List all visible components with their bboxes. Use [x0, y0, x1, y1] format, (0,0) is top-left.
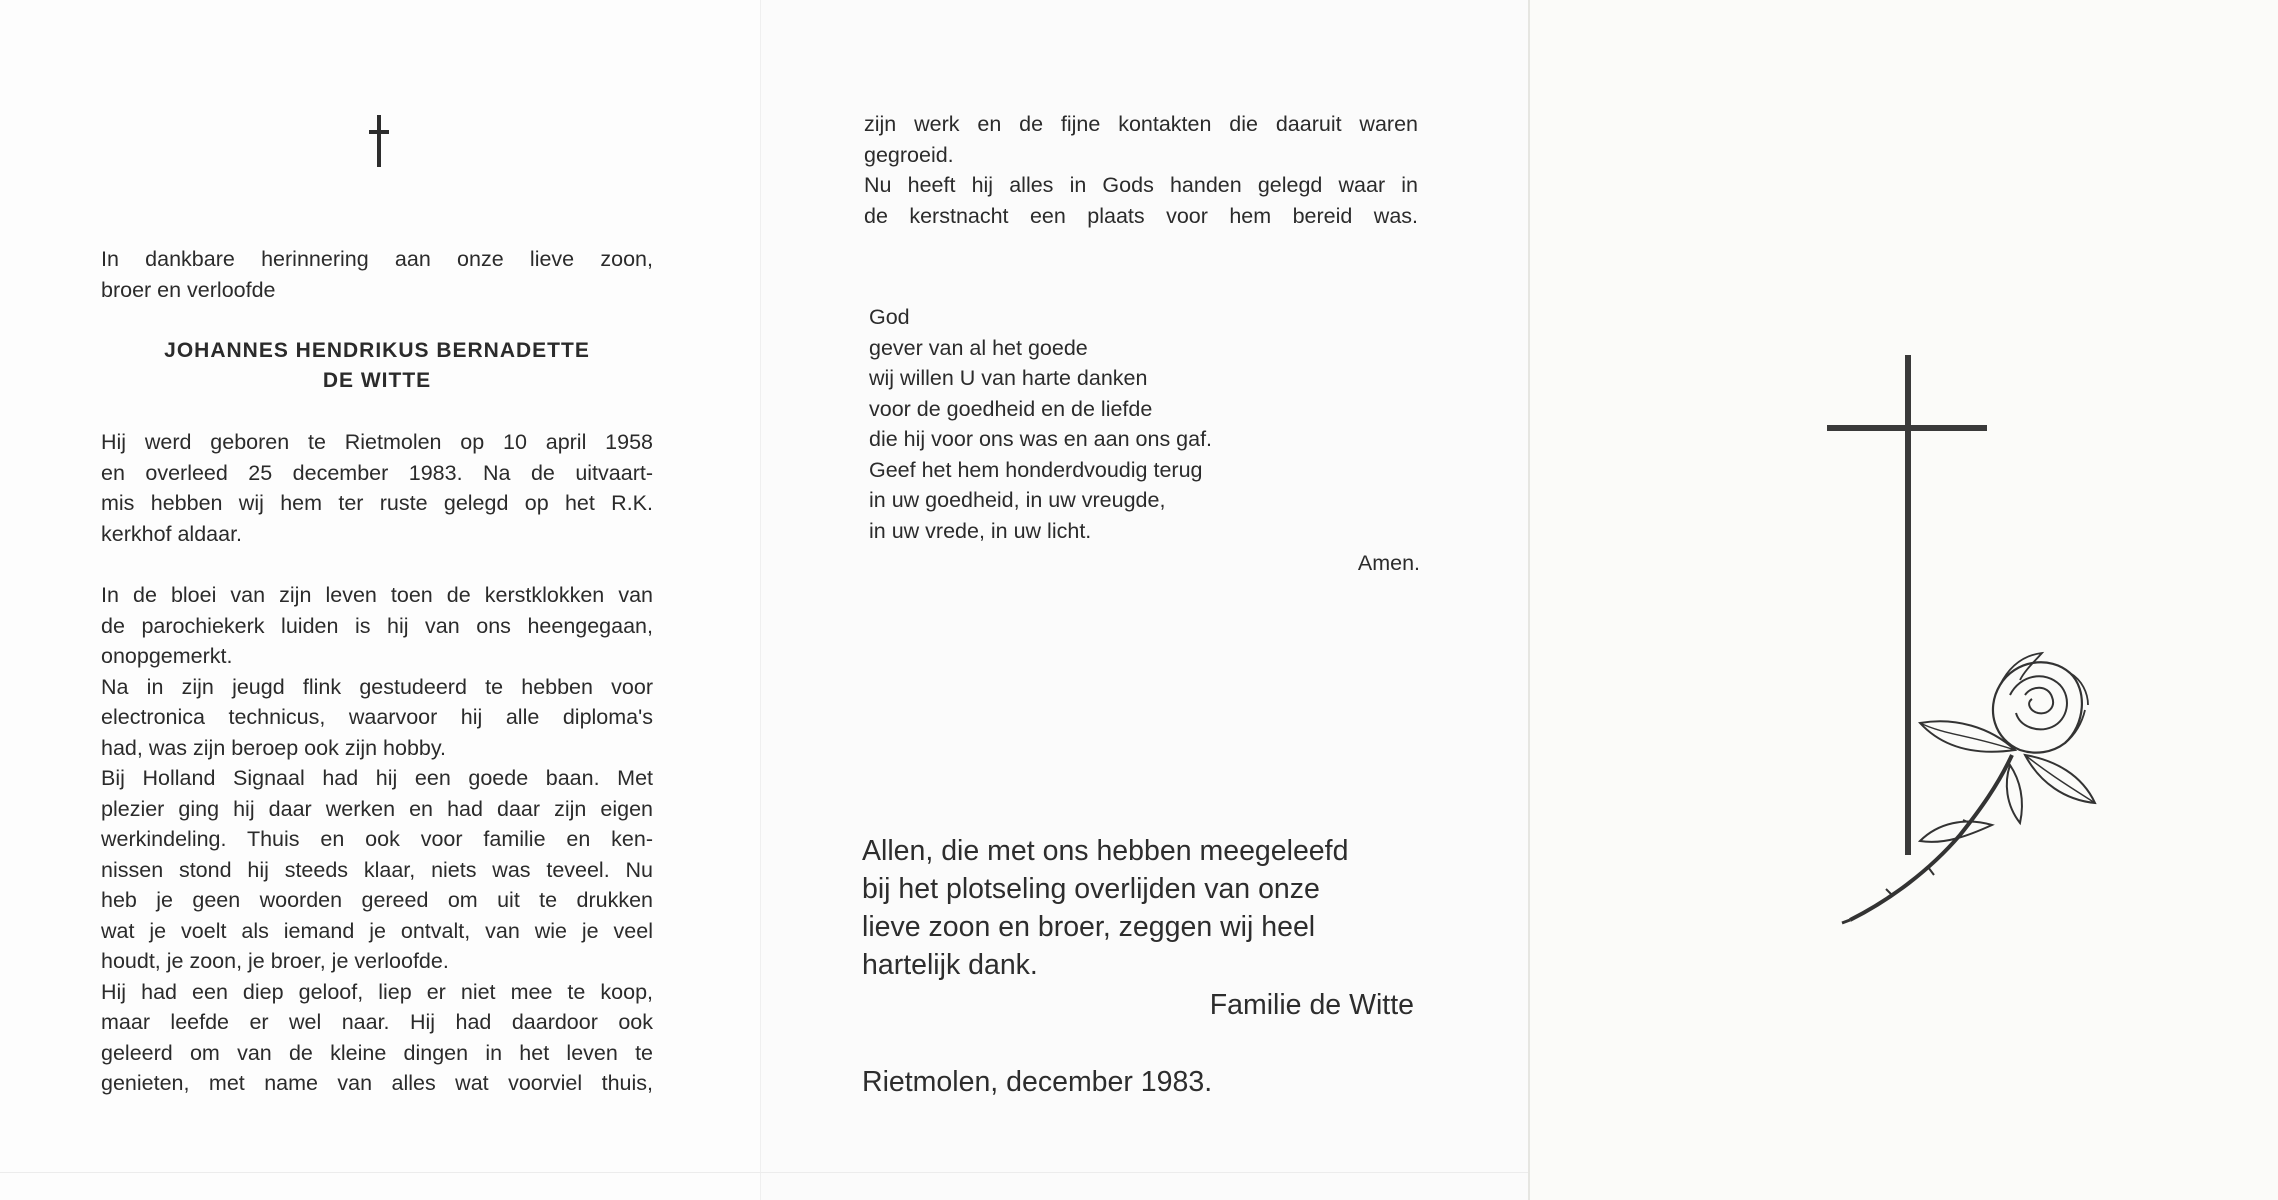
text-line: kerkhof aldaar.	[101, 521, 243, 546]
text-line: en overleed 25 december 1983. Na de uitvaart-	[101, 460, 653, 485]
prayer-line: voor de goedheid en de liefde	[869, 396, 1153, 421]
text-line: gegroeid.	[864, 142, 954, 167]
text-line: electronica technicus, waarvoor hij alle diploma's	[101, 705, 653, 729]
prayer-line: gever van al het goede	[869, 335, 1088, 360]
prayer-line: in uw goedheid, in uw vreugde,	[869, 488, 1166, 512]
text-line: zijn werk en de fijne kontakten die daaruit waren	[864, 112, 1418, 136]
text-line: Hij werd geboren te Rietmolen op 10 april 1958	[101, 430, 653, 454]
text-line: nissen stond hij steeds klaar, niets was teveel. Nu	[101, 857, 653, 882]
card-left-panel	[0, 0, 760, 1200]
intro-line: In dankbare herinnering aan onze lieve zoon,	[101, 247, 653, 271]
place-date: Rietmolen, december 1983.	[862, 1066, 1213, 1098]
birth-death-text	[101, 427, 653, 549]
prayer-line: in uw vrede, in uw licht.	[869, 518, 1092, 543]
intro-line: broer en verloofde	[101, 277, 276, 302]
prayer-text	[869, 302, 1429, 546]
text-line: genieten, met name van alles wat voorviel thuis,	[101, 1071, 653, 1095]
text-line: werkindeling. Thuis en ook voor familie en ken-	[101, 827, 653, 851]
thanks-line: bij het plotseling overlijden van onze	[862, 873, 1320, 905]
text-line: onopgemerkt.	[101, 644, 233, 668]
text-line: mis hebben wij hem ter ruste gelegd op het R.K.	[101, 491, 653, 515]
prayer-line: die hij voor ons was en aan ons gaf.	[869, 427, 1213, 451]
thanks-line: hartelijk dank.	[862, 949, 1038, 981]
thanks-text	[862, 832, 1414, 984]
text-line: heb je geen woorden gereed om uit te drukken	[101, 888, 653, 912]
text-line: Nu heeft hij alles in Gods handen gelegd waar in	[864, 173, 1418, 197]
amen-text: Amen.	[1357, 551, 1420, 575]
family-signature: Familie de Witte	[1209, 989, 1414, 1021]
text-line: de kerstnacht een plaats voor hem bereid was.	[864, 203, 1418, 228]
thanks-line: lieve zoon en broer, zeggen wij heel	[862, 911, 1316, 943]
continued-text	[864, 109, 1418, 231]
prayer-line: God	[869, 305, 910, 329]
deceased-name	[101, 336, 653, 396]
text-line: had, was zijn beroep ook zijn hobby.	[101, 735, 447, 760]
text-line: Bij Holland Signaal had hij een goede baan. Met	[101, 766, 653, 790]
small-cross-icon	[369, 115, 389, 167]
text-line: Hij had een diep geloof, liep er niet mee te koop,	[101, 979, 653, 1004]
text-line: Na in zijn jeugd flink gestudeerd te hebben voor	[101, 674, 653, 699]
thanks-line: Allen, die met ons hebben meegeleefd	[862, 835, 1349, 867]
text-line: de parochiekerk luiden is hij van ons heengegaan,	[101, 613, 653, 638]
name-line: DE WITTE	[322, 369, 432, 392]
text-line: geleerd om van de kleine dingen in het leven te	[101, 1040, 653, 1065]
prayer-line: Geef het hem honderdvoudig terug	[869, 457, 1203, 482]
text-line: maar leefde er wel naar. Hij had daardoor ook	[101, 1010, 653, 1034]
biography-text	[101, 580, 653, 1099]
cross-with-rose-icon	[1820, 355, 2110, 935]
intro-text	[101, 244, 653, 305]
text-line: plezier ging hij daar werken en had daar zijn eigen	[101, 796, 653, 821]
fold-crease	[0, 1172, 1528, 1173]
text-line: In de bloei van zijn leven toen de kerstklokken van	[101, 583, 653, 607]
text-line: houdt, je zoon, je broer, je verloofde.	[101, 949, 449, 973]
text-line: wat je voelt als iemand je ontvalt, van wie je veel	[101, 918, 653, 943]
name-line: JOHANNES HENDRIKUS BERNADETTE	[164, 339, 590, 362]
prayer-line: wij willen U van harte danken	[869, 366, 1148, 390]
